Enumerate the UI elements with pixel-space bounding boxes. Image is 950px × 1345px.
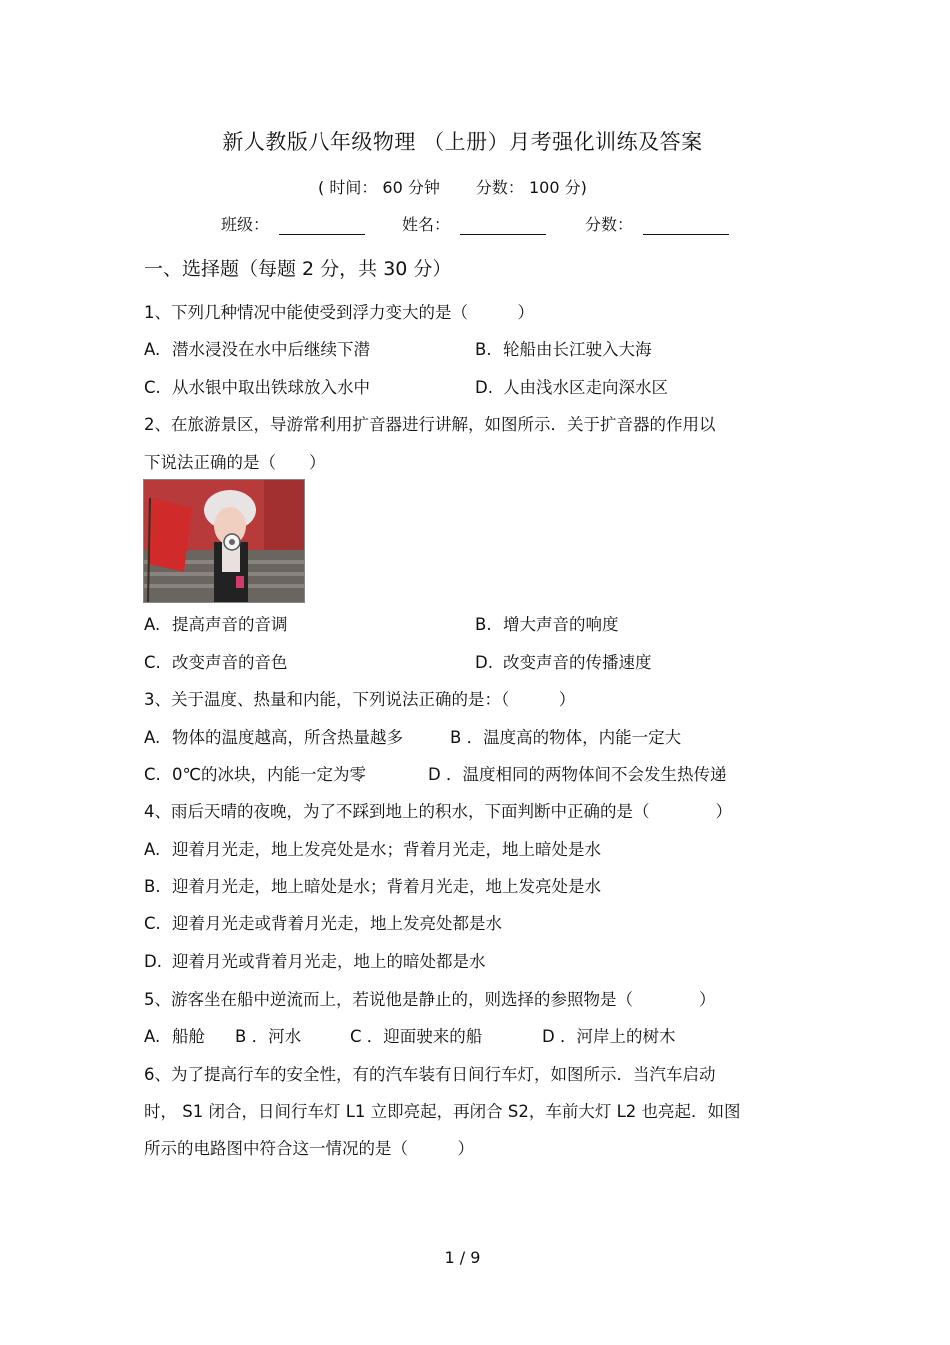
q1-b-letter: B. [475,340,492,359]
q2-option-d [475,649,652,673]
page-number: 1 / 9 [444,1248,481,1267]
question-2-stem-line2: 下说法正确的是（ ） [144,453,326,472]
q2-d-letter: D. [475,653,493,672]
q4-a-text: 迎着月光走，地上发亮处是水；背着月光走，地上暗处是水 [172,840,601,859]
q2-a-text: 提高声音的音调 [172,615,288,634]
q1-option-a [144,336,370,360]
question-1-stem: 1、下列几种情况中能使受到浮力变大的是（ ） [144,303,534,322]
question-6-line3: 所示的电路图中符合这一情况的是（ ） [144,1139,474,1158]
name-label: 姓名： [402,215,451,234]
q3-a-text: 物体的温度越高，所含热量越多 [172,728,403,747]
q1-d-letter: D. [475,378,493,397]
q4-option-c [144,910,502,934]
name-field[interactable] [402,212,546,235]
time-label: ( 时间： 60 分钟 [318,178,440,197]
q3-option-b: B ．温度高的物体，内能一定大 [450,728,682,747]
question-4-stem: 4、雨后天晴的夜晚，为了不踩到地上的积水，下面判断中正确的是（ ） [144,802,732,821]
question-5-stem: 5、游客坐在船中逆流而上，若说他是静止的，则选择的参照物是（ ） [144,990,716,1009]
q2-c-text: 改变声音的音色 [172,653,288,672]
question-6-line2: 时， S1 闭合，日间行车灯 L1 立即亮起，再闭合 S2，车前大灯 L2 也亮起．如图 [144,1102,741,1121]
q4-d-letter: D. [144,952,162,971]
q2-option-b [475,611,619,635]
q5-a-text: 船舱 [172,1027,205,1046]
name-blank [460,216,546,235]
class-label: 班级： [221,215,270,234]
class-blank [279,216,365,235]
q5-option-b: B ．河水 [235,1027,302,1046]
q1-c-letter: C. [144,378,161,397]
q1-a-text: 潜水浸没在水中后继续下潜 [172,340,370,359]
q2-b-text: 增大声音的响度 [503,615,619,634]
tour-guide-photo [143,479,305,603]
q5-a-letter: A. [144,1027,161,1046]
q4-option-b [144,873,601,897]
q2-option-c [144,649,288,673]
q4-b-letter: B. [144,877,161,896]
q3-c-letter: C. [144,765,161,784]
q1-c-text: 从水银中取出铁球放入水中 [172,378,370,397]
q3-a-letter: A. [144,728,161,747]
score-field[interactable] [585,212,729,235]
q5-option-d: D ．河岸上的树木 [542,1027,676,1046]
q1-option-c [144,374,370,398]
q1-option-d [475,374,668,398]
q4-c-letter: C. [144,914,161,933]
q4-c-text: 迎着月光走或背着月光走，地上发亮处都是水 [172,914,502,933]
class-field[interactable] [221,212,365,235]
exam-meta [318,175,587,198]
q3-option-a [144,724,403,748]
q3-option-c [144,761,366,785]
q4-option-d [144,948,486,972]
q4-b-text: 迎着月光走，地上暗处是水；背着月光走，地上发亮处是水 [172,877,601,896]
q5-option-c: C ．迎面驶来的船 [350,1027,483,1046]
total-score-label: 分数： 100 分) [475,178,587,197]
q2-c-letter: C. [144,653,161,672]
q1-a-letter: A. [144,340,161,359]
q1-b-text: 轮船由长江驶入大海 [503,340,652,359]
q2-d-text: 改变声音的传播速度 [503,653,652,672]
q4-option-a [144,836,601,860]
q4-d-text: 迎着月光或背着月光走，地上的暗处都是水 [172,952,486,971]
q2-b-letter: B. [475,615,492,634]
score-label: 分数： [585,215,634,234]
q3-c-text: 0℃的冰块，内能一定为零 [172,765,367,784]
q2-option-a [144,611,288,635]
score-blank [643,216,729,235]
section-heading: 一、选择题（每题 2 分，共 30 分） [144,258,452,280]
q3-option-d: D ．温度相同的两物体间不会发生热传递 [428,765,727,784]
q1-option-b [475,336,652,360]
question-6-line1: 6、为了提高行车的安全性，有的汽车装有日间行车灯，如图所示．当汽车启动 [144,1065,716,1084]
question-3-stem: 3、关于温度、热量和内能，下列说法正确的是：（ ） [144,690,576,709]
document-title: 新人教版八年级物理 （上册）月考强化训练及答案 [222,130,703,154]
question-2-stem-line1: 2、在旅游景区，导游常利用扩音器进行讲解，如图所示．关于扩音器的作用以 [144,415,716,434]
tour-guide-illustration [144,480,304,602]
q2-a-letter: A. [144,615,161,634]
q4-a-letter: A. [144,840,161,859]
q1-d-text: 人由浅水区走向深水区 [503,378,668,397]
q5-option-a [144,1023,205,1047]
